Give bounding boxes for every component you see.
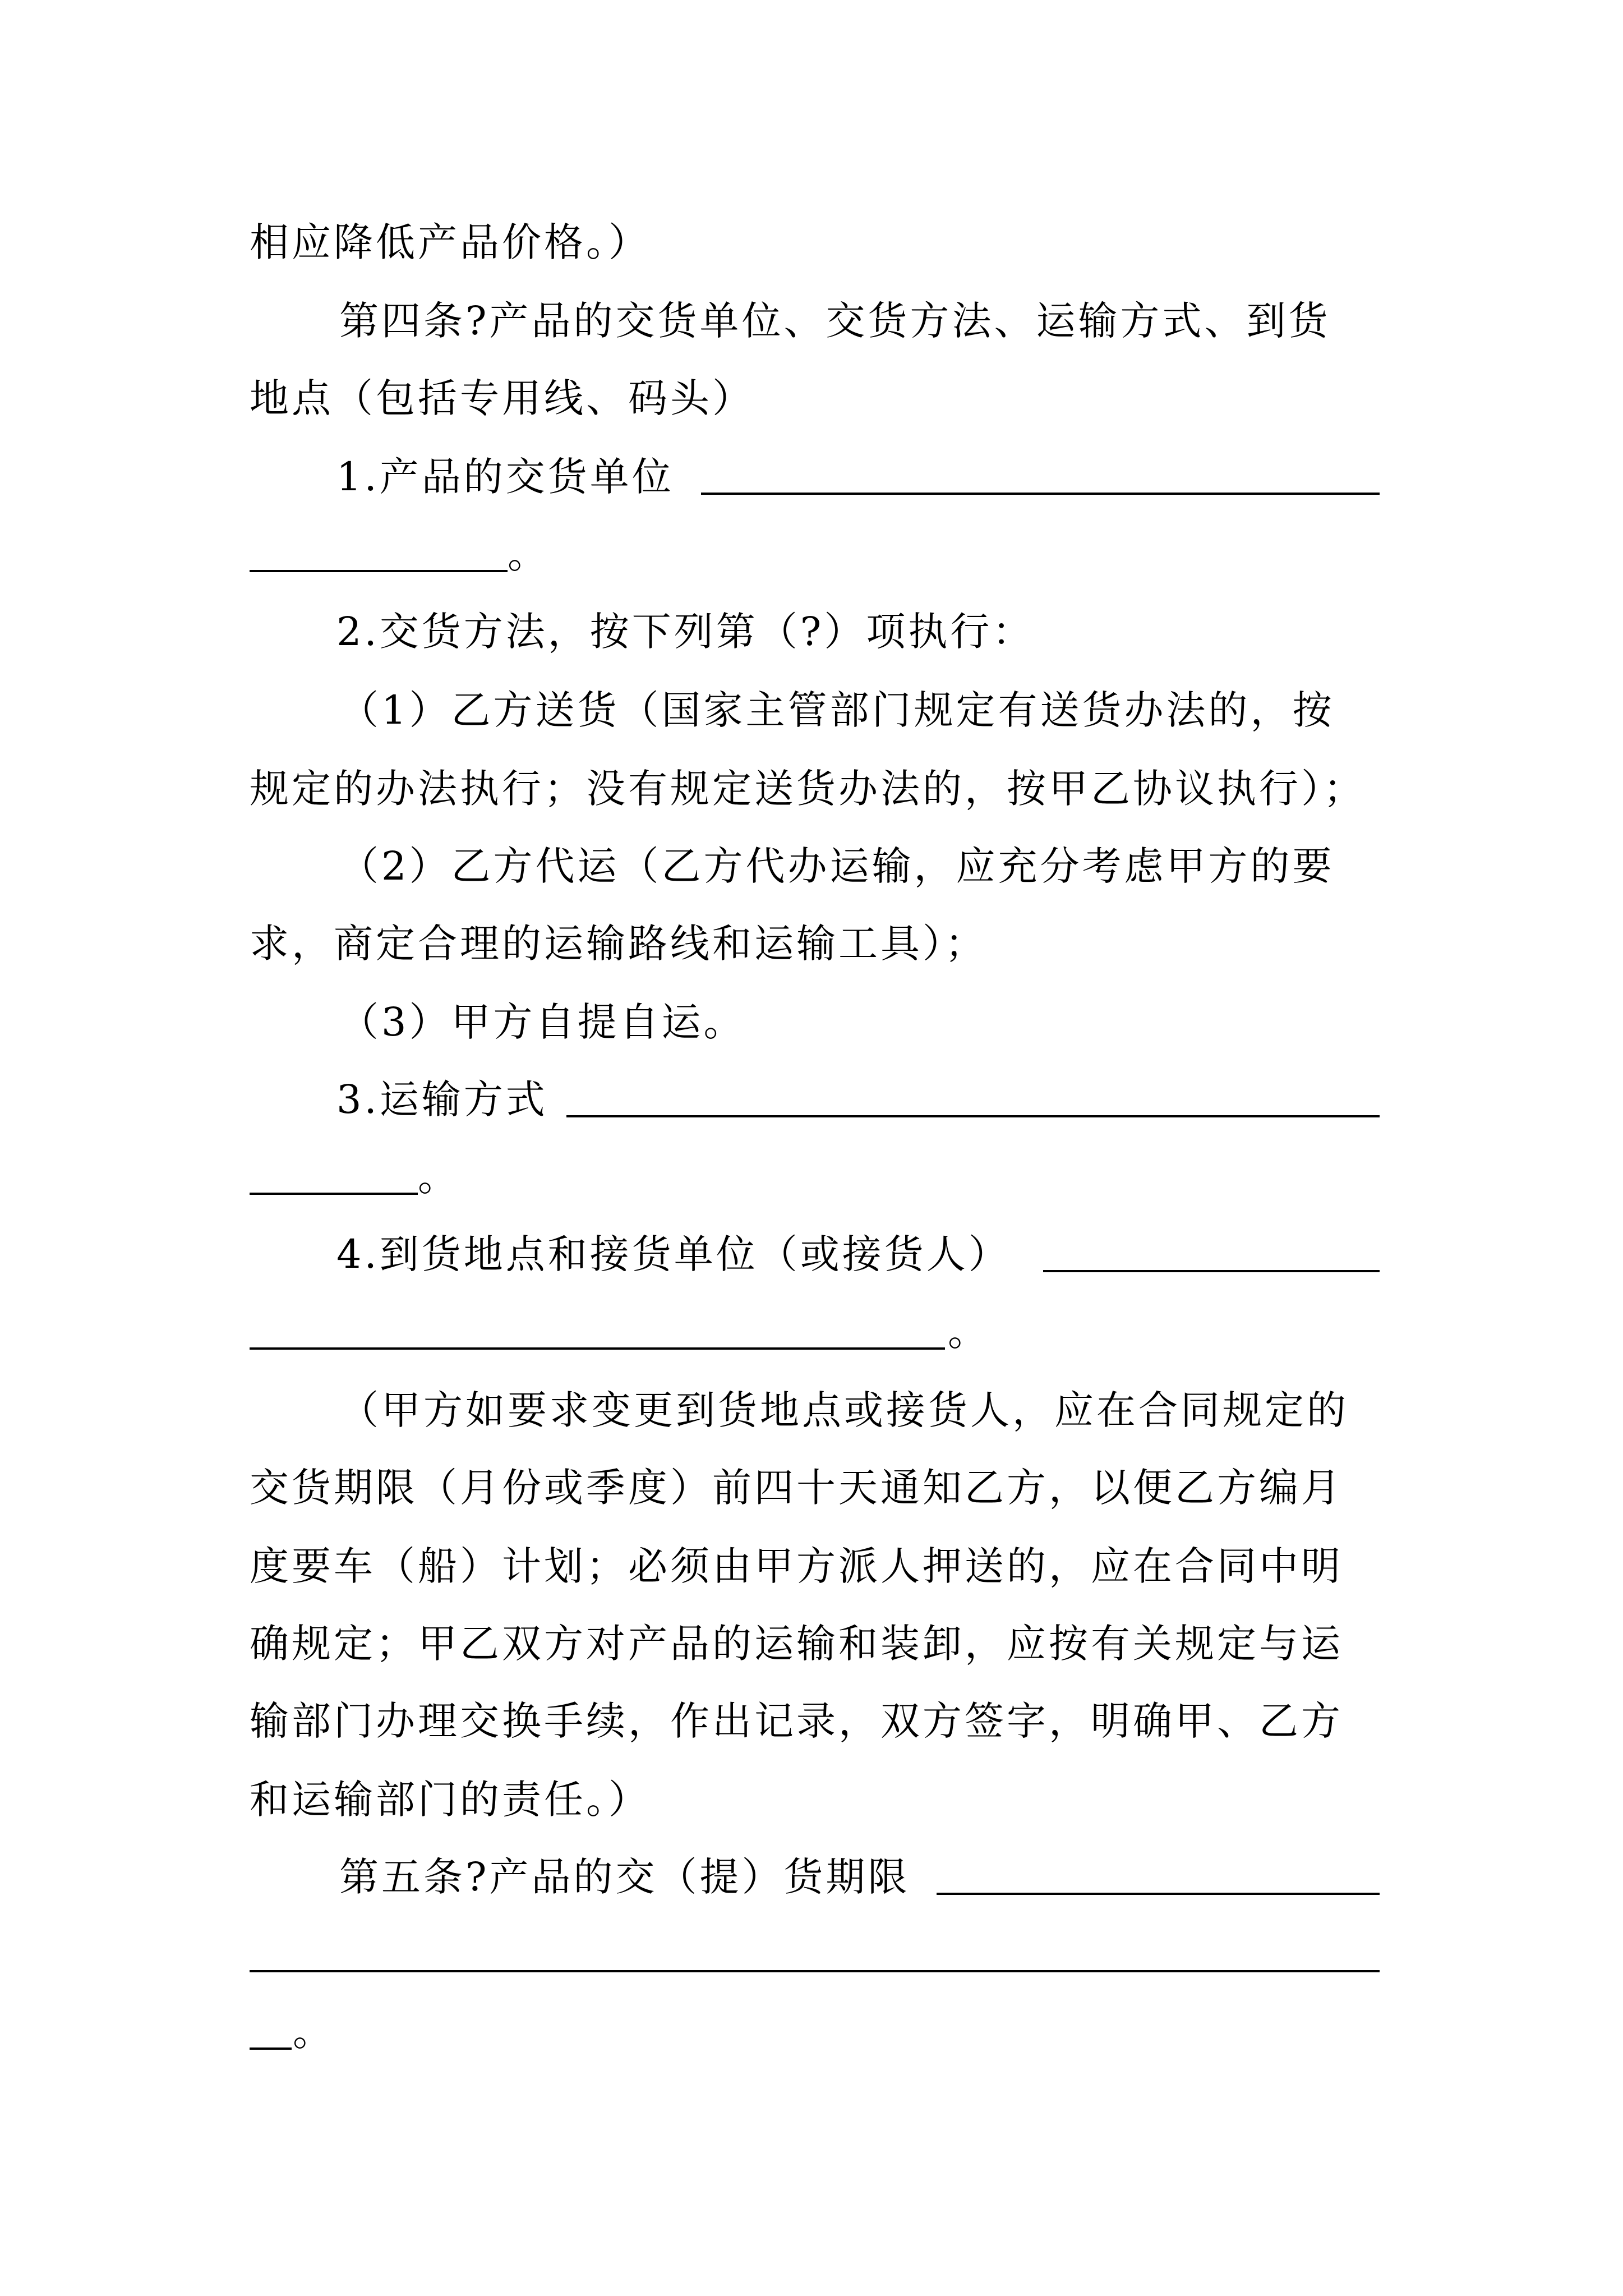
line-text: （3）甲方自提自运。 — [339, 999, 746, 1045]
text-line — [0, 1604, 1623, 1683]
text-line — [0, 1915, 1623, 1994]
line-text: 4.到货地点和接货单位（或接货人） — [336, 1231, 1011, 1277]
line-text: 交货期限（月份或季度）前四十天通知乙方，以便乙方编月 — [250, 1465, 1343, 1511]
text-line — [0, 749, 1623, 828]
text-line — [0, 1292, 1623, 1371]
blank-field — [1043, 1270, 1380, 1272]
transport-method-item — [0, 1060, 1623, 1139]
blank-field — [250, 1347, 945, 1350]
line-text: 2.交货方法，按下列第（?）项执行： — [336, 609, 1035, 655]
blank-field — [937, 1893, 1380, 1895]
blank-field — [250, 570, 508, 572]
line-text: （1）乙方送货（国家主管部门规定有送货办法的，按 — [339, 687, 1335, 733]
delivery-unit-item — [0, 438, 1623, 516]
line-text: 。 — [948, 1309, 990, 1355]
text-line — [0, 359, 1623, 438]
line-text: 。 — [293, 2009, 335, 2055]
blank-field — [250, 1970, 1380, 1972]
text-line — [0, 1527, 1623, 1605]
line-text: 第五条?产品的交（提）货期限 — [339, 1854, 910, 1900]
blank-field — [250, 1193, 418, 1195]
line-text: 规定的办法执行；没有规定送货办法的，按甲乙协议执行）； — [250, 766, 1366, 812]
line-text: （甲方如要求变更到货地点或接货人，应在合同规定的 — [339, 1387, 1349, 1433]
option-3 — [0, 983, 1623, 1061]
line-text: 。 — [418, 1154, 460, 1200]
text-line — [0, 203, 1623, 282]
text-line — [0, 515, 1623, 593]
arrival-place-item — [0, 1215, 1623, 1294]
blank-field — [701, 493, 1380, 495]
line-text: 第四条?产品的交货单位、交货方法、运输方式、到货 — [339, 298, 1331, 344]
article-4-heading — [0, 282, 1623, 360]
line-text: 度要车（船）计划；必须由甲方派人押送的，应在合同中明 — [250, 1543, 1343, 1589]
option-2 — [0, 827, 1623, 905]
delivery-method-item — [0, 592, 1623, 671]
text-line — [0, 904, 1623, 983]
line-text: 地点（包括专用线、码头） — [250, 375, 754, 421]
option-1 — [0, 671, 1623, 749]
note-paragraph — [0, 1371, 1623, 1450]
article-5-heading — [0, 1838, 1623, 1916]
line-text: 输部门办理交换手续，作出记录，双方签字，明确甲、乙方 — [250, 1698, 1343, 1744]
text-line — [0, 1138, 1623, 1216]
line-text: （2）乙方代运（乙方代办运输，应充分考虑甲方的要 — [339, 843, 1335, 889]
line-text: 求，商定合理的运输路线和运输工具）； — [250, 921, 987, 967]
text-line — [0, 1682, 1623, 1760]
blank-field — [566, 1115, 1380, 1117]
line-text: 确规定；甲乙双方对产品的运输和装卸，应按有关规定与运 — [250, 1621, 1343, 1667]
blank-field — [250, 2047, 292, 2050]
line-text: 3.运输方式 — [336, 1076, 548, 1122]
text-line — [0, 1993, 1623, 2071]
line-text: 相应降低产品价格。） — [250, 219, 651, 265]
text-line — [0, 1448, 1623, 1527]
line-text: 和运输部门的责任。） — [250, 1777, 651, 1823]
text-line — [0, 1760, 1623, 1839]
line-text: 1.产品的交货单位 — [336, 454, 674, 500]
line-text: 。 — [508, 531, 550, 577]
